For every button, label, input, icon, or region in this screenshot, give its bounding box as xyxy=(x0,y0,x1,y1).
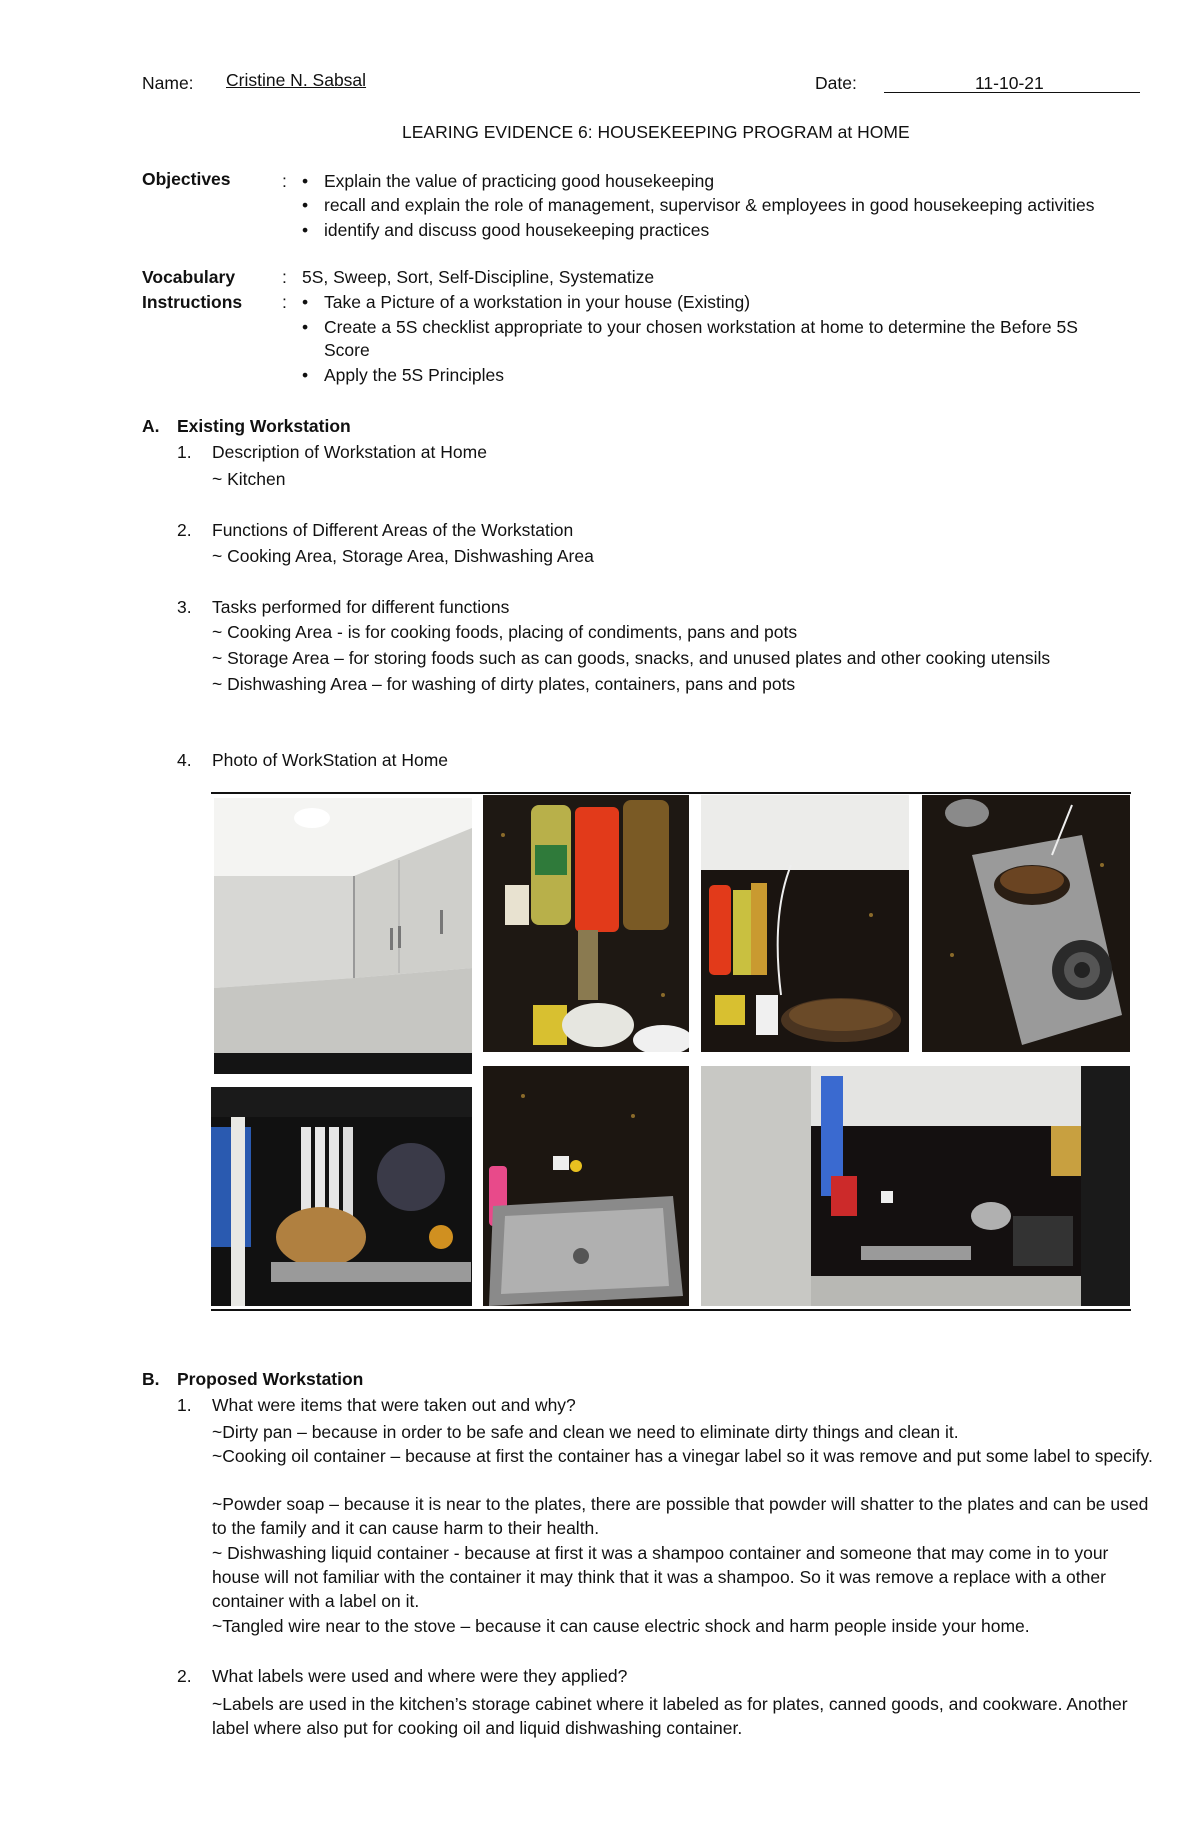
section-a-title: Existing Workstation xyxy=(177,416,351,436)
answer-paragraph: ~Labels are used in the kitchen’s storage cabinet where it labeled as for plates, canned goods, and cookware. Another label where also put for cooking oil and liquid dishwashing container. xyxy=(212,1694,1128,1738)
instructions-colon: : xyxy=(282,292,287,312)
question-number: 1. xyxy=(177,1395,192,1415)
question-text: What labels were used and where were they applied? xyxy=(212,1666,628,1686)
photo-bottom-border xyxy=(211,1309,1131,1311)
item-number: 3. xyxy=(177,597,192,617)
question-number: 2. xyxy=(177,1666,192,1686)
bullet-icon xyxy=(302,365,308,386)
item-number: 2. xyxy=(177,520,192,540)
section-b-letter: B. xyxy=(142,1369,160,1389)
answer-paragraph: ~Dirty pan – because in order to be safe and clean we need to eliminate dirty things and clean it. xyxy=(212,1422,959,1442)
vocabulary-label: Vocabulary xyxy=(142,267,236,287)
name-label: Name: xyxy=(142,73,194,93)
vocabulary-text: 5S, Sweep, Sort, Self-Discipline, Systematize xyxy=(302,267,655,287)
answer-paragraph: ~Tangled wire near to the stove – because it can cause electric shock and harm people inside your home. xyxy=(212,1616,1030,1636)
item-heading: Functions of Different Areas of the Workstation xyxy=(212,520,574,540)
objective-item: Explain the value of practicing good housekeeping xyxy=(324,171,715,191)
item-heading: Tasks performed for different functions xyxy=(212,597,510,617)
name-value: Cristine N. Sabsal xyxy=(226,70,367,90)
bullet-icon xyxy=(302,220,308,241)
counter-photo xyxy=(701,795,909,1052)
section-a-letter: A. xyxy=(142,416,160,436)
objective-item: identify and discuss good housekeeping practices xyxy=(324,220,710,240)
instruction-item: Apply the 5S Principles xyxy=(324,365,504,385)
answer-paragraph: ~Cooking oil container – because at first the container has a vinegar label so it was remove and put some label to specify. xyxy=(212,1446,1153,1466)
photo-top-border xyxy=(211,792,1131,794)
item-heading: Photo of WorkStation at Home xyxy=(212,750,449,770)
date-label: Date: xyxy=(815,73,857,93)
instruction-item: Create a 5S checklist appropriate to your chosen workstation at home to determine the Before 5S xyxy=(324,317,1078,337)
stove-photo xyxy=(922,795,1130,1052)
instructions-label: Instructions xyxy=(142,292,243,312)
bottles-photo xyxy=(483,795,689,1052)
question-text: What were items that were taken out and why? xyxy=(212,1395,576,1415)
bullet-icon xyxy=(302,292,308,313)
answer-paragraph: ~Powder soap – because it is near to the plates, there are possible that powder will shatter to the plates and can be used to the family and it can cause harm to their health. xyxy=(212,1494,1149,1538)
vocabulary-colon: : xyxy=(282,267,287,287)
item-line: ~ Cooking Area, Storage Area, Dishwashing Area xyxy=(212,546,594,566)
bullet-icon xyxy=(302,317,308,338)
item-number: 1. xyxy=(177,442,192,462)
section-b-title: Proposed Workstation xyxy=(177,1369,364,1389)
sink-photo xyxy=(483,1066,689,1306)
objective-item: recall and explain the role of management, supervisor & employees in good housekeeping activities xyxy=(324,195,1095,215)
bullet-icon xyxy=(302,195,308,216)
item-line: ~ Kitchen xyxy=(212,469,286,489)
bullet-icon xyxy=(302,171,308,192)
item-line: ~ Storage Area – for storing foods such as can goods, snacks, and unused plates and other cooking utensils xyxy=(212,648,1051,668)
item-line: ~ Cooking Area - is for cooking foods, placing of condiments, pans and pots xyxy=(212,622,798,642)
dish-rack-photo xyxy=(211,1087,472,1306)
answer-paragraph: ~ Dishwashing liquid container - because at first it was a shampoo container and someone that may come in to your house will not familiar with the container it may think that it was a shampoo. So it was remove a replace with a other container with a label on it. xyxy=(212,1543,1109,1611)
instruction-item: Take a Picture of a workstation in your house (Existing) xyxy=(324,292,751,312)
item-line: ~ Dishwashing Area – for washing of dirty plates, containers, pans and pots xyxy=(212,674,796,694)
item-number: 4. xyxy=(177,750,192,770)
item-heading: Description of Workstation at Home xyxy=(212,442,487,462)
page-title: LEARING EVIDENCE 6: HOUSEKEEPING PROGRAM at HOME xyxy=(402,122,910,142)
kitchen-overview-photo xyxy=(701,1066,1130,1306)
date-value: 11-10-21 xyxy=(975,73,1044,93)
objectives-colon: : xyxy=(282,171,287,191)
instruction-item-cont: Score xyxy=(324,340,370,360)
cabinet-photo xyxy=(214,798,472,1074)
objectives-label: Objectives xyxy=(142,169,231,189)
